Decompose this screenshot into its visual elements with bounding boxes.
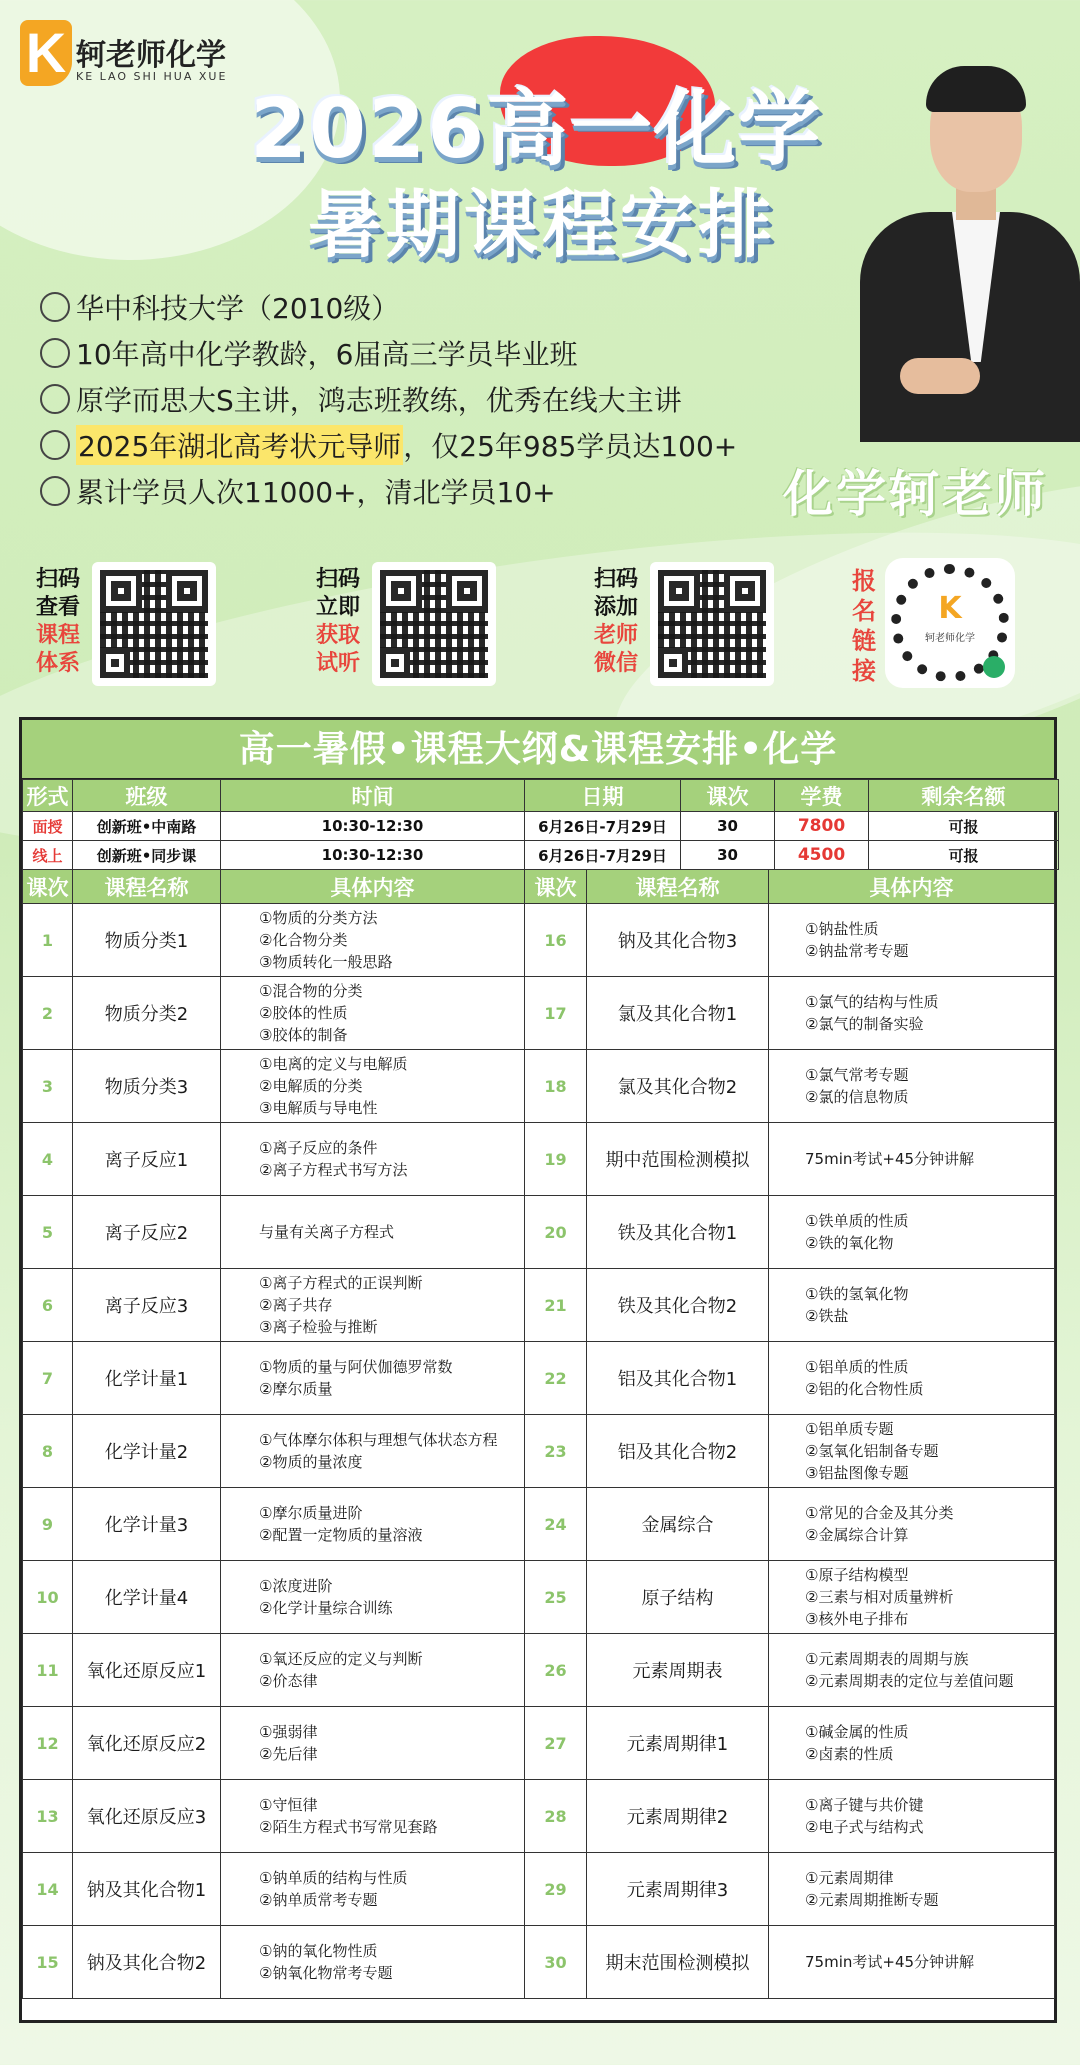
lesson-name: 期末范围检测模拟 <box>587 1926 769 1999</box>
lesson-name: 氧化还原反应3 <box>73 1780 221 1853</box>
lesson-content-line: ①混合物的分类 <box>259 982 363 1000</box>
lesson-number: 2 <box>23 977 73 1050</box>
table-row <box>23 1634 1055 1707</box>
lesson-content <box>221 1196 525 1269</box>
header-cell: 课程名称 <box>587 870 769 904</box>
qr-label: 扫码 查看 <box>36 567 81 620</box>
lesson-content-line: ①气体摩尔体积与理想气体状态方程 <box>259 1431 498 1449</box>
lesson-content-line: ②金属综合计算 <box>805 1526 909 1544</box>
lesson-content <box>769 1488 1055 1561</box>
qr-label-red: 课程 体系 <box>36 623 81 676</box>
class-time: 10:30-12:30 <box>221 841 525 870</box>
lesson-number: 4 <box>23 1123 73 1196</box>
signup-label-char: 链 <box>852 627 876 655</box>
lesson-content-line: ①氧还反应的定义与判断 <box>259 1650 423 1668</box>
lesson-content-line: ②卤素的性质 <box>805 1745 894 1763</box>
lesson-number: 30 <box>525 1926 587 1999</box>
lesson-number: 21 <box>525 1269 587 1342</box>
lesson-content-line: 75min考试+45分钟讲解 <box>805 1953 975 1971</box>
lesson-content-line: ②铁盐 <box>805 1307 849 1325</box>
credential-item: 累计学员人次11000+，清北学员10+ <box>40 468 737 514</box>
lesson-content-line: ①摩尔质量进阶 <box>259 1504 363 1522</box>
lesson-content-line: ①浓度进阶 <box>259 1577 333 1595</box>
lesson-name: 金属综合 <box>587 1488 769 1561</box>
lesson-number: 6 <box>23 1269 73 1342</box>
lesson-content <box>769 1780 1055 1853</box>
mini-code-mark: K <box>938 591 962 626</box>
poster-title-line2: 暑期课程安排 <box>308 182 776 268</box>
poster-title-line1: 2026高一化学 <box>250 82 823 177</box>
qr-label-red: 获取 试听 <box>316 623 361 676</box>
lesson-content-line: ①物质的分类方法 <box>259 909 378 927</box>
qr-code-icon[interactable] <box>372 562 496 686</box>
lesson-content-line: ③核外电子排布 <box>805 1610 909 1628</box>
lesson-name: 期中范围检测模拟 <box>587 1123 769 1196</box>
table-row <box>23 1123 1055 1196</box>
lesson-name: 原子结构 <box>587 1561 769 1634</box>
wechat-mini-program-icon <box>983 656 1005 678</box>
class-mode: 面授 <box>23 812 73 841</box>
qr-label: 扫码 立即 <box>316 567 361 620</box>
lesson-content-line: ②钠盐常考专题 <box>805 942 909 960</box>
lesson-name: 铝及其化合物2 <box>587 1415 769 1488</box>
table-row <box>23 1853 1055 1926</box>
lesson-number: 9 <box>23 1488 73 1561</box>
class-remaining: 可报 <box>869 841 1059 870</box>
credential-item: 10年高中化学教龄，6届高三学员毕业班 <box>40 330 737 376</box>
lesson-content-line: ①元素周期表的周期与族 <box>805 1650 969 1668</box>
table-row <box>23 904 1055 977</box>
lesson-content <box>221 1634 525 1707</box>
qr-code-icon[interactable] <box>92 562 216 686</box>
mini-code-text: 轲老师化学 <box>925 633 975 644</box>
signup-label-char: 报 <box>852 567 876 595</box>
lesson-content-line: ①守恒律 <box>259 1796 318 1814</box>
lesson-content-line: ①离子键与共价键 <box>805 1796 924 1814</box>
lesson-content-line: ②钠单质常考专题 <box>259 1891 378 1909</box>
table-row <box>23 1342 1055 1415</box>
lesson-name: 元素周期律3 <box>587 1853 769 1926</box>
table-row <box>23 977 1055 1050</box>
lesson-number: 29 <box>525 1853 587 1926</box>
class-date: 6月26日-7月29日 <box>525 841 681 870</box>
lesson-content <box>769 977 1055 1050</box>
class-fee: 4500 <box>775 841 869 870</box>
qr-code-icon[interactable] <box>650 562 774 686</box>
lesson-number: 28 <box>525 1780 587 1853</box>
signup-label-char: 名 <box>852 597 876 625</box>
lesson-name: 氧化还原反应1 <box>73 1634 221 1707</box>
table-row <box>23 1561 1055 1634</box>
header-cell: 具体内容 <box>221 870 525 904</box>
table-row <box>23 1050 1055 1123</box>
lesson-content-line: ②电解质的分类 <box>259 1077 363 1095</box>
lesson-content <box>769 1853 1055 1926</box>
lesson-content-line: ②物质的量浓度 <box>259 1453 363 1471</box>
lesson-content-line: ②化学计量综合训练 <box>259 1599 393 1617</box>
lesson-content <box>769 1196 1055 1269</box>
lesson-number: 1 <box>23 904 73 977</box>
lesson-name: 钠及其化合物3 <box>587 904 769 977</box>
lesson-content <box>221 1342 525 1415</box>
lesson-number: 27 <box>525 1707 587 1780</box>
lesson-number: 13 <box>23 1780 73 1853</box>
lesson-content-line: ②氯的信息物质 <box>805 1088 909 1106</box>
lesson-content-line: ③胶体的制备 <box>259 1026 348 1044</box>
lesson-content <box>769 1050 1055 1123</box>
lesson-content-line: ②摩尔质量 <box>259 1380 333 1398</box>
lesson-number: 22 <box>525 1342 587 1415</box>
lesson-content <box>221 1415 525 1488</box>
lesson-content-line: ②氢氧化铝制备专题 <box>805 1442 939 1460</box>
lesson-content <box>221 1269 525 1342</box>
lesson-number: 14 <box>23 1853 73 1926</box>
teacher-credentials <box>40 284 737 514</box>
lesson-name: 化学计量1 <box>73 1342 221 1415</box>
circle-icon <box>40 292 70 322</box>
lesson-name: 铁及其化合物2 <box>587 1269 769 1342</box>
lesson-content-line: ①离子反应的条件 <box>259 1139 378 1157</box>
teacher-photo <box>860 72 1080 442</box>
class-date: 6月26日-7月29日 <box>525 812 681 841</box>
qr-label-red: 老师 微信 <box>594 623 639 676</box>
lesson-content-line: ①氯气的结构与性质 <box>805 993 939 1011</box>
class-name: 创新班•同步课 <box>73 841 221 870</box>
lesson-content-line: ②三素与相对质量辨析 <box>805 1588 954 1606</box>
lesson-content-line: ①铁的氢氧化物 <box>805 1285 909 1303</box>
table-title: 高一暑假•课程大纲&课程安排•化学 <box>22 720 1054 780</box>
lesson-content-line: ①常见的合金及其分类 <box>805 1504 954 1522</box>
logo-name: 轲老师化学 <box>76 38 226 73</box>
lesson-content-line: ②铝的化合物性质 <box>805 1380 924 1398</box>
lesson-content <box>221 1780 525 1853</box>
lesson-number: 7 <box>23 1342 73 1415</box>
lesson-number: 12 <box>23 1707 73 1780</box>
lesson-name: 氧化还原反应2 <box>73 1707 221 1780</box>
header-cell: 具体内容 <box>769 870 1055 904</box>
circle-icon <box>40 338 70 368</box>
lesson-name: 化学计量4 <box>73 1561 221 1634</box>
circle-icon <box>40 476 70 506</box>
lesson-content <box>221 1707 525 1780</box>
table-row <box>23 1926 1055 1999</box>
lesson-content-line: ①元素周期律 <box>805 1869 894 1887</box>
brand-logo <box>20 20 260 90</box>
lesson-content-line: ②铁的氧化物 <box>805 1234 894 1252</box>
class-header-row: 形式 班级 时间 日期 课次 学费 剩余名额 <box>23 780 1059 812</box>
lesson-name: 物质分类1 <box>73 904 221 977</box>
lesson-content <box>221 1050 525 1123</box>
lesson-name: 物质分类3 <box>73 1050 221 1123</box>
lesson-content-line: ③铝盐图像专题 <box>805 1464 909 1482</box>
credential-item: 华中科技大学（2010级） <box>40 284 737 330</box>
lesson-content <box>221 1123 525 1196</box>
logo-pinyin: KE LAO SHI HUA XUE <box>76 70 228 83</box>
lesson-content <box>769 1123 1055 1196</box>
signup-link-label <box>849 566 879 686</box>
lesson-number: 3 <box>23 1050 73 1123</box>
lesson-content <box>769 1342 1055 1415</box>
lesson-content-line: ①钠的氧化物性质 <box>259 1942 378 1960</box>
lesson-content-line: ②钠氧化物常考专题 <box>259 1964 393 1982</box>
table-row <box>23 1196 1055 1269</box>
lesson-content-line: ②化合物分类 <box>259 931 348 949</box>
lesson-name: 钠及其化合物1 <box>73 1853 221 1926</box>
lesson-number: 16 <box>525 904 587 977</box>
lesson-content-line: ②先后律 <box>259 1745 318 1763</box>
lesson-content-line: ②离子方程式书写方法 <box>259 1161 408 1179</box>
lesson-content <box>769 904 1055 977</box>
lesson-name: 元素周期律2 <box>587 1780 769 1853</box>
lesson-number: 17 <box>525 977 587 1050</box>
teacher-signature: 化学轲老师 <box>783 465 1048 523</box>
lesson-name: 铝及其化合物1 <box>587 1342 769 1415</box>
lesson-content-line: ①铁单质的性质 <box>805 1212 909 1230</box>
class-row <box>23 812 1059 841</box>
lesson-name: 铁及其化合物1 <box>587 1196 769 1269</box>
class-fee: 7800 <box>775 812 869 841</box>
lesson-content <box>221 904 525 977</box>
lesson-content <box>769 1926 1055 1999</box>
table-row <box>23 1780 1055 1853</box>
lesson-content-line: ①铝单质专题 <box>805 1420 894 1438</box>
credential-item: 2025年湖北高考状元导师 ，仅25年985学员达100+ <box>40 422 737 468</box>
table-row <box>23 1707 1055 1780</box>
lesson-content-line: ①强弱律 <box>259 1723 318 1741</box>
course-header-row <box>23 870 1055 904</box>
lesson-content-line: ③离子检验与推断 <box>259 1318 378 1336</box>
lesson-number: 24 <box>525 1488 587 1561</box>
lesson-content-line: ②氯气的制备实验 <box>805 1015 924 1033</box>
lesson-content-line: ②元素周期表的定位与差值问题 <box>805 1672 1014 1690</box>
class-time: 10:30-12:30 <box>221 812 525 841</box>
lesson-content-line: ①物质的量与阿伏伽德罗常数 <box>259 1358 453 1376</box>
lesson-content-line: 与量有关离子方程式 <box>259 1223 395 1241</box>
lesson-content-line: ①原子结构模型 <box>805 1566 909 1584</box>
lesson-content <box>769 1269 1055 1342</box>
lesson-name: 元素周期表 <box>587 1634 769 1707</box>
header-cell: 课次 <box>23 870 73 904</box>
lesson-number: 11 <box>23 1634 73 1707</box>
lesson-content-line: ②陌生方程式书写常见套路 <box>259 1818 438 1836</box>
lesson-name: 化学计量2 <box>73 1415 221 1488</box>
credential-item: 原学而思大S主讲，鸿志班教练，优秀在线大主讲 <box>40 376 737 422</box>
class-remaining: 可报 <box>869 812 1059 841</box>
logo-mark: K <box>20 20 72 86</box>
lesson-name: 离子反应1 <box>73 1123 221 1196</box>
lesson-number: 10 <box>23 1561 73 1634</box>
credential-highlight: 2025年湖北高考状元导师 <box>76 425 403 465</box>
lesson-content-line: ①铝单质的性质 <box>805 1358 909 1376</box>
lesson-number: 19 <box>525 1123 587 1196</box>
lesson-content-line: ①碱金属的性质 <box>805 1723 909 1741</box>
circle-icon <box>40 430 70 460</box>
lesson-content-line: ①离子方程式的正误判断 <box>259 1274 423 1292</box>
lesson-content <box>769 1634 1055 1707</box>
lesson-name: 化学计量3 <box>73 1488 221 1561</box>
lesson-name: 离子反应3 <box>73 1269 221 1342</box>
lesson-number: 18 <box>525 1050 587 1123</box>
header-cell: 课次 <box>525 870 587 904</box>
table-row <box>23 1415 1055 1488</box>
lesson-content-line: ①氯气常考专题 <box>805 1066 909 1084</box>
lesson-number: 20 <box>525 1196 587 1269</box>
lesson-content-line: ②价态律 <box>259 1672 318 1690</box>
course-schedule-table <box>19 717 1057 2023</box>
lesson-name: 物质分类2 <box>73 977 221 1050</box>
qr-label: 扫码 添加 <box>594 567 639 620</box>
lesson-content <box>221 1561 525 1634</box>
lesson-number: 8 <box>23 1415 73 1488</box>
lesson-content <box>769 1415 1055 1488</box>
class-sessions: 30 <box>681 812 775 841</box>
lesson-content-line: ①钠单质的结构与性质 <box>259 1869 408 1887</box>
lesson-content <box>769 1561 1055 1634</box>
lesson-content-line: ①钠盐性质 <box>805 920 879 938</box>
lesson-content <box>221 1488 525 1561</box>
lesson-name: 元素周期律1 <box>587 1707 769 1780</box>
lesson-number: 25 <box>525 1561 587 1634</box>
lesson-number: 26 <box>525 1634 587 1707</box>
lesson-content-line: 75min考试+45分钟讲解 <box>805 1150 975 1168</box>
class-row <box>23 841 1059 870</box>
table-row <box>23 1269 1055 1342</box>
course-outline-grid <box>22 869 1055 1999</box>
lesson-content <box>221 977 525 1050</box>
lesson-content-line: ①电离的定义与电解质 <box>259 1055 408 1073</box>
lesson-content <box>221 1926 525 1999</box>
signup-label-char: 接 <box>852 657 876 685</box>
lesson-content-line: ②离子共存 <box>259 1296 333 1314</box>
lesson-name: 钠及其化合物2 <box>73 1926 221 1999</box>
lesson-content-line: ②电子式与结构式 <box>805 1818 924 1836</box>
mini-program-code-icon[interactable] <box>885 558 1015 688</box>
lesson-content-line: ③电解质与导电性 <box>259 1099 378 1117</box>
lesson-content-line: ②元素周期推断专题 <box>805 1891 939 1909</box>
lesson-content <box>221 1853 525 1926</box>
class-sessions: 30 <box>681 841 775 870</box>
lesson-number: 5 <box>23 1196 73 1269</box>
class-mode: 线上 <box>23 841 73 870</box>
lesson-number: 23 <box>525 1415 587 1488</box>
lesson-number: 15 <box>23 1926 73 1999</box>
class-name: 创新班•中南路 <box>73 812 221 841</box>
lesson-name: 离子反应2 <box>73 1196 221 1269</box>
lesson-content-line: ②配置一定物质的量溶液 <box>259 1526 423 1544</box>
lesson-content-line: ②胶体的性质 <box>259 1004 348 1022</box>
lesson-content <box>769 1707 1055 1780</box>
lesson-name: 氯及其化合物2 <box>587 1050 769 1123</box>
table-row <box>23 1488 1055 1561</box>
class-info-grid <box>22 779 1059 870</box>
lesson-name: 氯及其化合物1 <box>587 977 769 1050</box>
header-cell: 课程名称 <box>73 870 221 904</box>
circle-icon <box>40 384 70 414</box>
lesson-content-line: ③物质转化一般思路 <box>259 953 393 971</box>
